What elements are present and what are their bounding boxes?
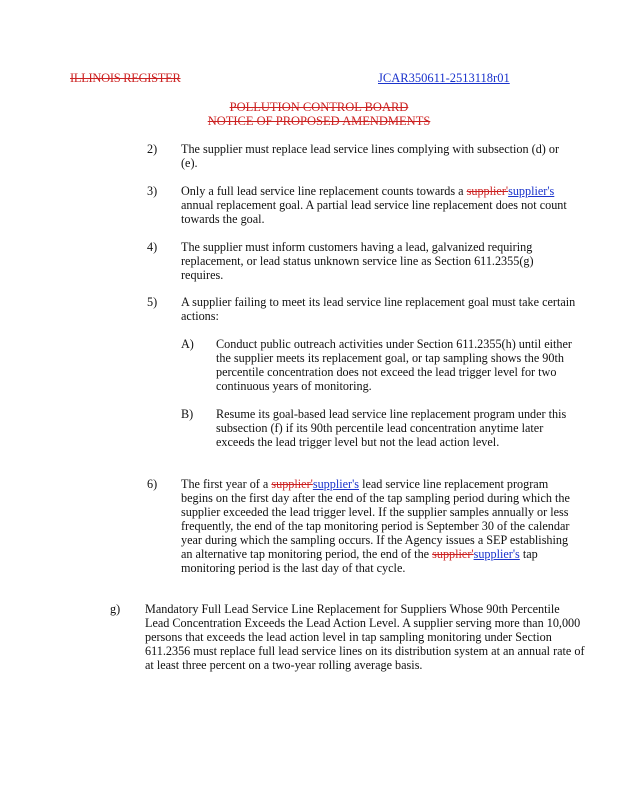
text-segment: The first year of a — [181, 477, 272, 491]
text-segment: annual replacement goal. A partial lead service line replacement does not count towards the goal. — [181, 198, 567, 226]
item-text — [181, 477, 581, 575]
document-id: JCAR350611-2513118r01 — [378, 71, 510, 85]
item-text: Conduct public outreach activities under Section 611.2355(h) until either the supplier meets its replacement goal, or tap sampling shows the 90th percentile concentration does not exceed the lead trigger level for two continuous years of monitoring. — [216, 337, 572, 393]
register-header: ILLINOIS REGISTER — [70, 71, 181, 85]
item-number: B) — [181, 407, 194, 421]
item-number: 4) — [147, 240, 158, 254]
inserted-text: supplier's — [312, 477, 360, 491]
agency-title: POLLUTION CONTROL BOARD — [229, 100, 409, 114]
item-text — [181, 184, 576, 226]
item-text: The supplier must inform customers having a lead, galvanized requiring replacement, or lead status unknown service line as Section 611.2355(g) requires. — [181, 240, 534, 282]
deleted-text: supplier' — [432, 547, 474, 561]
item-text: A supplier failing to meet its lead service line replacement goal must take certain actions: — [181, 295, 576, 323]
item-text: Mandatory Full Lead Service Line Replacement for Suppliers Whose 90th Percentile Lead Concentration Exceeds the Lead Action Level. A supplier serving more than 10,000 persons that exceeds the lead action level in tap sampling monitoring under Section 611.2356 must replace full lead service lines on its distribution system at an annual rate of at least three percent on a two-year rolling average basis. — [145, 602, 585, 672]
item-number: g) — [110, 602, 121, 616]
item-text: The supplier must replace lead service lines complying with subsection (d) or (e). — [181, 142, 560, 170]
text-segment: tap monitoring period is the last day of that cycle. — [181, 547, 538, 575]
item-number: 2) — [147, 142, 158, 156]
item-text: Resume its goal-based lead service line replacement program under this subsection (f) if its 90th percentile lead concentration anytime later exceeds the lead trigger level but not the lead action level. — [216, 407, 567, 449]
deleted-text: supplier' — [271, 477, 313, 491]
inserted-text: supplier's — [508, 184, 555, 198]
item-number: 3) — [147, 184, 158, 198]
item-number: 6) — [147, 477, 158, 491]
notice-title: NOTICE OF PROPOSED AMENDMENTS — [207, 114, 431, 128]
deleted-text: supplier' — [466, 184, 509, 198]
text-segment: lead service line replacement program begins on the first day after the end of the tap sampling period during which the supplier exceeded the lead trigger level. If the supplier samples annually or less frequently, the end of the tap monitoring period is September 30 of the calendar year during which the sampling occurs. If the Agency issues a SEP establishing an alternative tap monitoring period, the end of the — [181, 477, 570, 561]
item-number: 5) — [147, 295, 158, 309]
inserted-text: supplier's — [473, 547, 520, 561]
item-number: A) — [181, 337, 194, 351]
text-segment: Only a full lead service line replacement counts towards a — [181, 184, 467, 198]
